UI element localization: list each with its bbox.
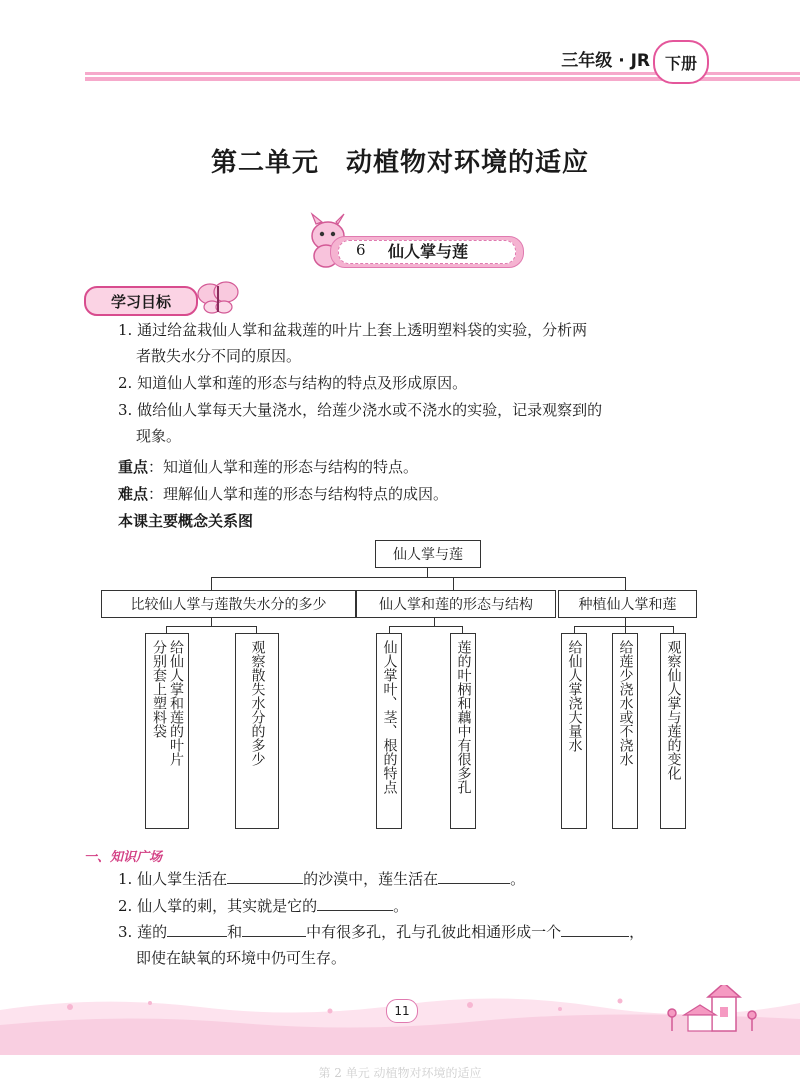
connector <box>574 626 674 627</box>
section-heading: 一、知识广场 <box>84 850 163 865</box>
leaf-water-cactus <box>561 633 587 829</box>
q1-text-c: 。 <box>510 870 526 888</box>
lesson-number: 6 <box>356 241 366 259</box>
leaf-lotus-holes-text: 莲的叶柄和藕中有很多孔 <box>455 640 472 794</box>
q3-blank-3[interactable] <box>561 920 629 937</box>
difficult-point <box>118 481 448 507</box>
unit-title: 第二单元 动植物对环境的适应 <box>210 148 589 178</box>
leaf-observe-loss <box>235 633 279 829</box>
q1-blank-1[interactable] <box>227 867 303 884</box>
concept-map-title: 本课主要概念关系图 <box>118 512 254 530</box>
q2-text-b: 。 <box>393 897 409 915</box>
objective-2: 2. 知道仙人掌和莲的形态与结构的特点及形成原因。 <box>118 374 468 392</box>
grade-label: 三年级 · JR <box>561 51 650 71</box>
faded-footer-text: 第 2 单元 动植物对环境的适应 <box>318 1066 482 1080</box>
key-point-label: 重点 <box>118 458 149 476</box>
branch-evaporation: 比较仙人掌与莲散失水分的多少 <box>101 590 356 618</box>
leaf-bag-leaves <box>145 633 189 829</box>
map-root: 仙人掌与莲 <box>375 540 481 568</box>
leaf-cactus-features-text: 仙人掌叶、茎、根的特点 <box>381 640 398 794</box>
difficult-point-label: 难点 <box>118 485 149 503</box>
connector <box>211 577 212 590</box>
q3-text-a: 3. 莲的 <box>118 923 168 941</box>
objective-3-line-2: 现象。 <box>136 427 182 445</box>
q1-text-a: 1. 仙人掌生活在 <box>118 870 228 888</box>
difficult-point-text: ：理解仙人掌和莲的形态与结构特点的成因。 <box>148 485 449 503</box>
question-3-line-2: 即使在缺氧的环境中仍可生存。 <box>136 949 347 967</box>
leaf-observe-change <box>660 633 686 829</box>
branch-planting: 种植仙人掌和莲 <box>558 590 697 618</box>
leaf-water-lotus-text: 给莲少浇水或不浇水 <box>617 640 634 766</box>
objective-3-line-1: 3. 做给仙人掌每天大量浇水，给莲少浇水或不浇水的实验，记录观察到的 <box>118 401 603 419</box>
connector <box>625 577 626 590</box>
question-2 <box>118 893 408 919</box>
q3-text-c: 中有很多孔，孔与孔彼此相通形成一个 <box>306 923 562 941</box>
branch-structure: 仙人掌和莲的形态与结构 <box>356 590 556 618</box>
butterfly-icon <box>196 280 240 316</box>
leaf-observe-loss-text: 观察散失水分的多少 <box>249 640 266 766</box>
lesson-name: 仙人掌与莲 <box>388 242 469 261</box>
leaf-cactus-features <box>376 633 402 829</box>
leaf-observe-change-text: 观察仙人掌与莲的变化 <box>665 640 682 780</box>
connector <box>211 577 626 578</box>
objective-1-line-1: 1. 通过给盆栽仙人掌和盆栽莲的叶片上套上透明塑料袋的实验，分析两 <box>118 321 588 339</box>
connector <box>166 626 257 627</box>
q1-text-b: 的沙漠中，莲生活在 <box>303 870 439 888</box>
connector <box>453 577 454 590</box>
q3-text-b: 和 <box>227 923 243 941</box>
q2-blank-1[interactable] <box>317 894 393 911</box>
page-number: 11 <box>386 999 418 1023</box>
question-1 <box>118 866 525 892</box>
leaf-water-lotus <box>612 633 638 829</box>
q2-text-a: 2. 仙人掌的刺，其实就是它的 <box>118 897 318 915</box>
q1-blank-2[interactable] <box>438 867 510 884</box>
question-3 <box>118 919 644 945</box>
key-point-text: ：知道仙人掌和莲的形态与结构的特点。 <box>148 458 419 476</box>
objectives-badge: 学习目标 <box>84 286 198 316</box>
tower-icon <box>684 985 740 1031</box>
volume-badge: 下册 <box>653 40 709 84</box>
connector <box>389 626 463 627</box>
leaf-water-cactus-text: 给仙人掌浇大量水 <box>566 640 583 752</box>
key-point <box>118 454 418 480</box>
q3-blank-1[interactable] <box>167 920 227 937</box>
objective-1-line-2: 者散失水分不同的原因。 <box>136 347 302 365</box>
q3-text-d: ， <box>629 923 645 941</box>
leaf-bag-leaves-text: 给仙人掌和莲的叶片分别套上塑料袋 <box>151 640 184 766</box>
q3-blank-2[interactable] <box>242 920 306 937</box>
leaf-lotus-holes <box>450 633 476 829</box>
